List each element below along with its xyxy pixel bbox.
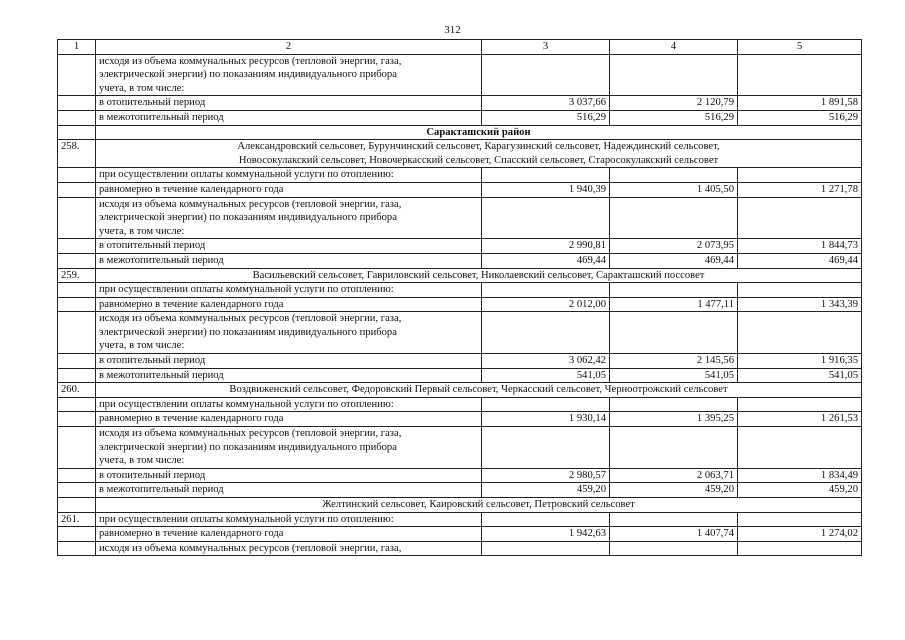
value-cell	[610, 54, 738, 96]
num-cell	[58, 354, 96, 369]
value-cell	[738, 512, 862, 527]
value-cell: 541,05	[610, 368, 738, 383]
value-cell: 469,44	[610, 253, 738, 268]
row-label: при осуществлении оплаты коммунальной услуги по отоплению:	[96, 283, 482, 298]
row-label-line: электрической энергии) по показаниям индивидуального прибора	[99, 212, 397, 224]
row-label-line: электрической энергии) по показаниям индивидуального прибора	[99, 326, 397, 338]
row-label-line: электрической энергии) по показаниям индивидуального прибора	[99, 441, 397, 453]
row-label	[96, 312, 482, 354]
row-label-line: исходя из объема коммунальных ресурсов (тепловой энергии, газа,	[99, 313, 402, 325]
num-cell	[58, 483, 96, 498]
row-label	[96, 54, 482, 96]
table-row	[58, 412, 862, 427]
value-cell: 459,20	[738, 483, 862, 498]
row-number	[58, 541, 96, 556]
value-cell: 541,05	[482, 368, 610, 383]
table-row	[58, 498, 862, 513]
row-label	[96, 427, 482, 469]
num-cell	[58, 368, 96, 383]
table-row	[58, 96, 862, 111]
value-cell: 1 271,78	[738, 182, 862, 197]
value-cell: 459,20	[610, 483, 738, 498]
row-label-line: учета, в том числе:	[99, 340, 185, 352]
value-cell: 3 062,42	[482, 354, 610, 369]
municipality-names: Воздвиженский сельсовет, Федоровский Первый сельсовет, Черкасский сельсовет, Черноотрожский сельсовет	[96, 383, 862, 398]
column-header: 4	[610, 40, 738, 55]
table-row	[58, 312, 862, 354]
row-label: в отопительный период	[96, 354, 482, 369]
row-label-line: исходя из объема коммунальных ресурсов (тепловой энергии, газа,	[99, 198, 402, 210]
region-heading: Саракташский район	[96, 125, 862, 140]
row-number: 261.	[58, 512, 96, 527]
table-row	[58, 354, 862, 369]
municipality-names: Желтинский сельсовет, Каировский сельсовет, Петровский сельсовет	[96, 498, 862, 513]
value-cell: 2 120,79	[610, 96, 738, 111]
row-number	[58, 397, 96, 412]
value-cell	[610, 427, 738, 469]
num-cell	[58, 468, 96, 483]
value-cell: 1 407,74	[610, 527, 738, 542]
value-cell	[482, 54, 610, 96]
value-cell	[610, 197, 738, 239]
row-label: в межотопительный период	[96, 253, 482, 268]
value-cell: 2 012,00	[482, 297, 610, 312]
num-cell	[58, 110, 96, 125]
num-cell	[58, 253, 96, 268]
row-label: при осуществлении оплаты коммунальной услуги по отоплению:	[96, 168, 482, 183]
value-cell: 2 145,56	[610, 354, 738, 369]
num-cell	[58, 412, 96, 427]
value-cell	[610, 512, 738, 527]
row-label: исходя из объема коммунальных ресурсов (тепловой энергии, газа,	[96, 541, 482, 556]
num-cell	[58, 427, 96, 469]
value-cell	[738, 312, 862, 354]
value-cell: 541,05	[738, 368, 862, 383]
table-row	[58, 397, 862, 412]
table-row	[58, 253, 862, 268]
value-cell	[482, 427, 610, 469]
table-row	[58, 468, 862, 483]
column-number-header-row	[58, 40, 862, 55]
table-row	[58, 168, 862, 183]
table-row	[58, 427, 862, 469]
value-cell	[482, 312, 610, 354]
table-row	[58, 297, 862, 312]
table-row	[58, 512, 862, 527]
row-number	[58, 283, 96, 298]
value-cell	[482, 512, 610, 527]
row-number: 258.	[58, 140, 96, 168]
value-cell: 469,44	[482, 253, 610, 268]
table-row	[58, 110, 862, 125]
value-cell: 516,29	[482, 110, 610, 125]
municipality-names-line: Александровский сельсовет, Бурунчинский сельсовет, Карагузинский сельсовет, Надеждинский сельсовет,	[237, 141, 720, 153]
row-label-line: учета, в том числе:	[99, 225, 185, 237]
table-row	[58, 483, 862, 498]
value-cell: 516,29	[738, 110, 862, 125]
value-cell	[610, 397, 738, 412]
value-cell: 1 930,14	[482, 412, 610, 427]
value-cell	[610, 283, 738, 298]
value-cell	[482, 283, 610, 298]
table-row	[58, 182, 862, 197]
num-cell	[58, 54, 96, 96]
row-number	[58, 498, 96, 513]
table-row	[58, 383, 862, 398]
table-row	[58, 283, 862, 298]
num-cell	[58, 197, 96, 239]
value-cell	[738, 427, 862, 469]
value-cell: 2 990,81	[482, 239, 610, 254]
value-cell: 1 940,39	[482, 182, 610, 197]
tariff-table	[57, 39, 862, 556]
table-body	[58, 40, 862, 556]
value-cell: 1 891,58	[738, 96, 862, 111]
value-cell: 1 844,73	[738, 239, 862, 254]
row-label: в отопительный период	[96, 239, 482, 254]
value-cell	[610, 541, 738, 556]
column-header: 5	[738, 40, 862, 55]
row-label-line: исходя из объема коммунальных ресурсов (тепловой энергии, газа,	[99, 55, 402, 67]
value-cell	[610, 312, 738, 354]
num-cell	[58, 182, 96, 197]
num-cell	[58, 125, 96, 140]
table-row	[58, 239, 862, 254]
value-cell	[482, 197, 610, 239]
value-cell	[482, 168, 610, 183]
value-cell: 469,44	[738, 253, 862, 268]
value-cell: 1 834,49	[738, 468, 862, 483]
row-label: при осуществлении оплаты коммунальной услуги по отоплению:	[96, 512, 482, 527]
value-cell: 1 261,53	[738, 412, 862, 427]
value-cell: 1 274,02	[738, 527, 862, 542]
row-label: в отопительный период	[96, 96, 482, 111]
num-cell	[58, 312, 96, 354]
value-cell: 1 477,11	[610, 297, 738, 312]
value-cell	[482, 397, 610, 412]
value-cell: 1 395,25	[610, 412, 738, 427]
value-cell: 2 073,95	[610, 239, 738, 254]
row-label-line: учета, в том числе:	[99, 455, 185, 467]
num-cell	[58, 96, 96, 111]
row-number	[58, 168, 96, 183]
table-row	[58, 527, 862, 542]
row-number: 260.	[58, 383, 96, 398]
table-row	[58, 368, 862, 383]
table-row	[58, 140, 862, 168]
value-cell: 1 942,63	[482, 527, 610, 542]
value-cell: 1 343,39	[738, 297, 862, 312]
value-cell	[738, 283, 862, 298]
column-header: 3	[482, 40, 610, 55]
table-row	[58, 197, 862, 239]
value-cell	[738, 197, 862, 239]
row-label: равномерно в течение календарного года	[96, 527, 482, 542]
row-label-line: учета, в том числе:	[99, 82, 185, 94]
table-row	[58, 54, 862, 96]
num-cell	[58, 239, 96, 254]
value-cell	[482, 541, 610, 556]
value-cell: 3 037,66	[482, 96, 610, 111]
row-label: в отопительный период	[96, 468, 482, 483]
page-number: 312	[444, 24, 461, 36]
value-cell	[610, 168, 738, 183]
num-cell	[58, 297, 96, 312]
row-label-line: исходя из объема коммунальных ресурсов (тепловой энергии, газа,	[99, 428, 402, 440]
row-label: равномерно в течение календарного года	[96, 297, 482, 312]
value-cell: 459,20	[482, 483, 610, 498]
row-label-line: электрической энергии) по показаниям индивидуального прибора	[99, 69, 397, 81]
row-number: 259.	[58, 268, 96, 283]
value-cell	[738, 541, 862, 556]
row-label: при осуществлении оплаты коммунальной услуги по отоплению:	[96, 397, 482, 412]
table-row	[58, 541, 862, 556]
row-label	[96, 197, 482, 239]
row-label: равномерно в течение календарного года	[96, 412, 482, 427]
value-cell	[738, 397, 862, 412]
row-label: в межотопительный период	[96, 483, 482, 498]
value-cell	[738, 54, 862, 96]
value-cell: 2 980,57	[482, 468, 610, 483]
value-cell: 2 063,71	[610, 468, 738, 483]
row-label: равномерно в течение календарного года	[96, 182, 482, 197]
value-cell	[738, 168, 862, 183]
value-cell: 1 916,35	[738, 354, 862, 369]
row-label: в межотопительный период	[96, 110, 482, 125]
column-header: 2	[96, 40, 482, 55]
table-row	[58, 125, 862, 140]
column-header: 1	[58, 40, 96, 55]
municipality-names	[96, 140, 862, 168]
row-label: в межотопительный период	[96, 368, 482, 383]
table-row	[58, 268, 862, 283]
municipality-names-line: Новосокулакский сельсовет, Новочеркасский сельсовет, Спасский сельсовет, Старосокулакский сельсовет	[238, 154, 719, 166]
municipality-names: Васильевский сельсовет, Гавриловский сельсовет, Николаевский сельсовет, Саракташский поссовет	[96, 268, 862, 283]
value-cell: 516,29	[610, 110, 738, 125]
num-cell	[58, 527, 96, 542]
value-cell: 1 405,50	[610, 182, 738, 197]
